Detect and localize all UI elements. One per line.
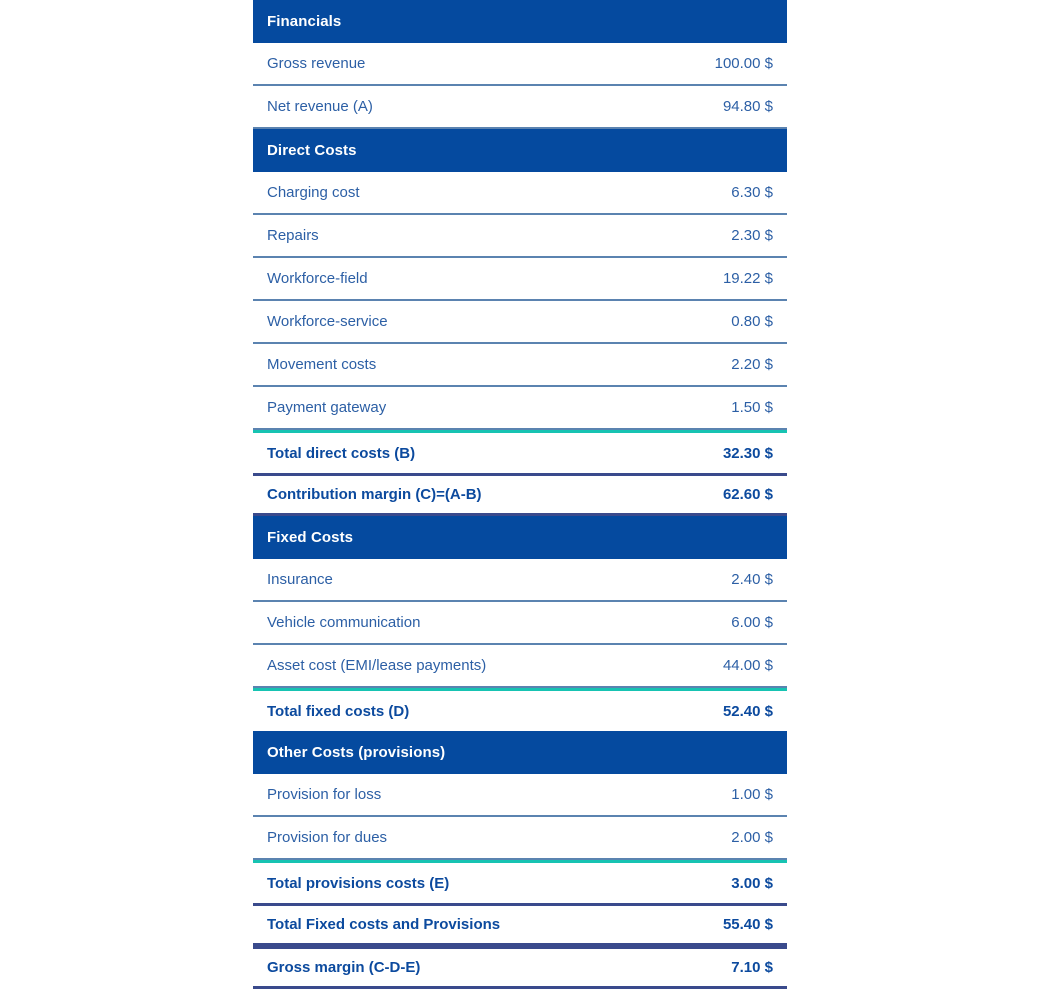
section-header-fixed-costs: Fixed Costs	[253, 516, 787, 559]
data-row-net-revenue-a	[253, 86, 787, 129]
row-label: Asset cost (EMI/lease payments)	[267, 657, 487, 674]
row-label: Total direct costs (B)	[267, 444, 416, 462]
row-label: Repairs	[267, 227, 319, 244]
row-value: 19.22 $	[722, 270, 773, 287]
row-value: 2.00 $	[731, 829, 773, 846]
total-row-gross-margin-c-d-e	[253, 946, 787, 989]
data-row-asset-cost-emi-lease-payments	[253, 645, 787, 688]
data-row-insurance	[253, 559, 787, 602]
data-row-provision-for-dues	[253, 817, 787, 860]
row-label: Total Fixed costs and Provisions	[267, 916, 501, 933]
row-label: Provision for loss	[267, 786, 382, 803]
row-label: Provision for dues	[267, 829, 388, 846]
data-row-charging-cost	[253, 172, 787, 215]
row-label: Total fixed costs (D)	[267, 702, 410, 720]
row-label: Vehicle communication	[267, 614, 421, 631]
row-value: 94.80 $	[722, 98, 773, 115]
row-value: 3.00 $	[731, 874, 773, 892]
section-header-direct-costs: Direct Costs	[253, 129, 787, 172]
section-header-other-costs-provisions: Other Costs (provisions)	[253, 731, 787, 774]
row-label: Payment gateway	[267, 399, 387, 416]
row-value: 6.30 $	[731, 184, 773, 201]
row-label: Workforce-field	[267, 270, 368, 287]
total-row-total-fixed-costs-and-provisions	[253, 903, 787, 946]
data-row-gross-revenue	[253, 43, 787, 86]
total-row-total-direct-costs-b	[253, 430, 787, 473]
data-row-provision-for-loss	[253, 774, 787, 817]
data-row-workforce-service	[253, 301, 787, 344]
row-value: 2.20 $	[731, 356, 773, 373]
row-value: 100.00 $	[714, 55, 773, 72]
data-row-movement-costs	[253, 344, 787, 387]
row-label: Workforce-service	[267, 313, 388, 330]
total-row-total-fixed-costs-d	[253, 688, 787, 731]
row-value: 32.30 $	[722, 444, 773, 462]
row-label: Insurance	[267, 571, 333, 588]
row-label: Total provisions costs (E)	[267, 874, 450, 892]
total-row-total-provisions-costs-e	[253, 860, 787, 903]
row-label: Charging cost	[267, 184, 360, 201]
row-value: 55.40 $	[722, 916, 773, 933]
total-row-contribution-margin-c-a-b	[253, 473, 787, 516]
row-label: Movement costs	[267, 356, 377, 373]
row-label: Gross margin (C-D-E)	[267, 959, 421, 976]
row-value: 6.00 $	[731, 614, 773, 631]
row-value: 7.10 $	[731, 959, 773, 976]
data-row-repairs	[253, 215, 787, 258]
row-value: 1.00 $	[731, 786, 773, 803]
section-header-financials: Financials	[253, 0, 787, 43]
row-value: 62.60 $	[722, 486, 773, 503]
data-row-vehicle-communication	[253, 602, 787, 645]
row-label: Contribution margin (C)=(A-B)	[267, 486, 482, 503]
row-value: 2.40 $	[731, 571, 773, 588]
data-row-workforce-field	[253, 258, 787, 301]
row-value: 1.50 $	[731, 399, 773, 416]
row-value: 52.40 $	[722, 702, 773, 720]
row-value: 2.30 $	[731, 227, 773, 244]
row-label: Gross revenue	[267, 55, 366, 72]
financials-table	[253, 0, 787, 989]
data-row-payment-gateway	[253, 387, 787, 430]
row-value: 44.00 $	[722, 657, 773, 674]
row-value: 0.80 $	[731, 313, 773, 330]
row-label: Net revenue (A)	[267, 98, 373, 115]
